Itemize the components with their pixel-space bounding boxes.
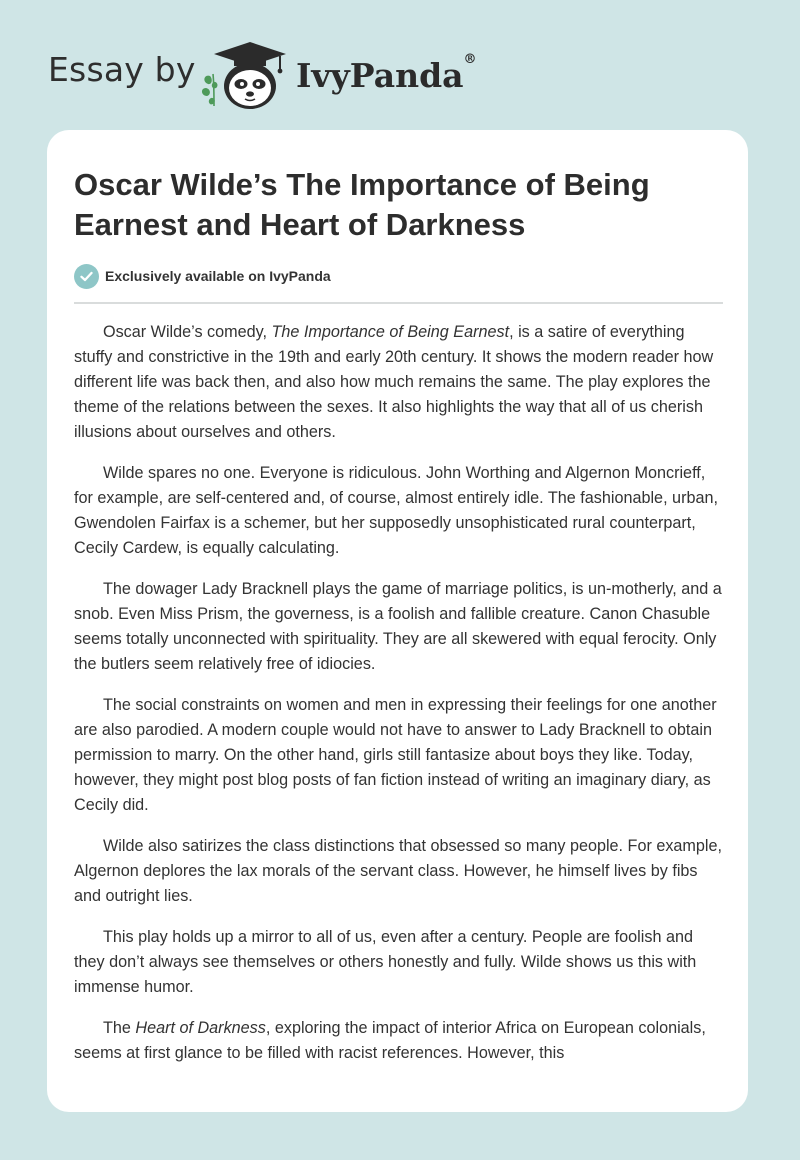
exclusive-badge bbox=[74, 263, 331, 289]
paragraph-4: The social constraints on women and men in expressing their feelings for one another are also parodied. A modern couple would not have to answer to Lady Bracknell to obtain permission to marry. On the other hand, girls still fantasize about boys they like. Today, however, they might post blog posts of fan fiction instead of writing an imaginary diary, as Cecily did. bbox=[74, 696, 717, 814]
paragraph-3: The dowager Lady Bracknell plays the game of marriage politics, is un-motherly, and a snob. Even Miss Prism, the governess, is a foolish and fallible creature. Canon Chasuble seems totally unconnected with spirituality. They are all skewered with equal ferocity. Only the butlers seem relatively free of idiocies. bbox=[74, 580, 722, 673]
check-circle-icon bbox=[74, 264, 99, 289]
registered-mark: ® bbox=[463, 52, 477, 67]
book-title: The Importance of Being Earnest bbox=[271, 323, 510, 341]
panda-logo-icon[interactable] bbox=[200, 38, 292, 112]
badge-label: Exclusively available on IvyPanda bbox=[105, 268, 331, 284]
paragraph-6: This play holds up a mirror to all of us, even after a century. People are foolish and they don’t always see themselves or others honestly and fully. Wilde shows us this with immense humor. bbox=[74, 928, 697, 996]
paragraph-2: Wilde spares no one. Everyone is ridiculous. John Worthing and Algernon Moncrieff, for example, are self-centered and, of course, almost entirely idle. The fashionable, urban, Gwendolen Fairfax is a schemer, but her supposedly unsophisticated rural counterpart, Cecily Cardew, is equally calculating. bbox=[74, 464, 718, 557]
essay-body bbox=[74, 320, 722, 1082]
paragraph-5: Wilde also satirizes the class distinctions that obsessed so many people. For example, Algernon deplores the lax morals of the servant class. However, he himself lives by fibs and outright lies. bbox=[74, 837, 723, 905]
essay-by-label: Essay by bbox=[48, 50, 196, 89]
paragraph-1: Oscar Wilde’s comedy, The Importance of Being Earnest, is a satire of everything stuffy and constrictive in the 19th and early 20th century. It shows the modern reader how different life was back then, and also how much remains the same. The play explores the theme of the relations between the sexes. It also highlights the way that all of us cherish illusions about ourselves and others. bbox=[74, 323, 714, 441]
site-header bbox=[0, 0, 800, 125]
essay-title: Oscar Wilde’s The Importance of Being Earnest and Heart of Darkness bbox=[74, 167, 650, 242]
book-title: Heart of Darkness bbox=[135, 1019, 266, 1037]
paragraph-7: The Heart of Darkness, exploring the impact of interior Africa on European colonials, seems at first glance to be filled with racist references. However, this bbox=[74, 1019, 706, 1062]
essay-card bbox=[47, 130, 748, 1112]
divider bbox=[74, 302, 723, 304]
ivy-leaf-icon bbox=[202, 74, 218, 106]
brand-name[interactable]: IvyPanda® bbox=[296, 52, 477, 95]
